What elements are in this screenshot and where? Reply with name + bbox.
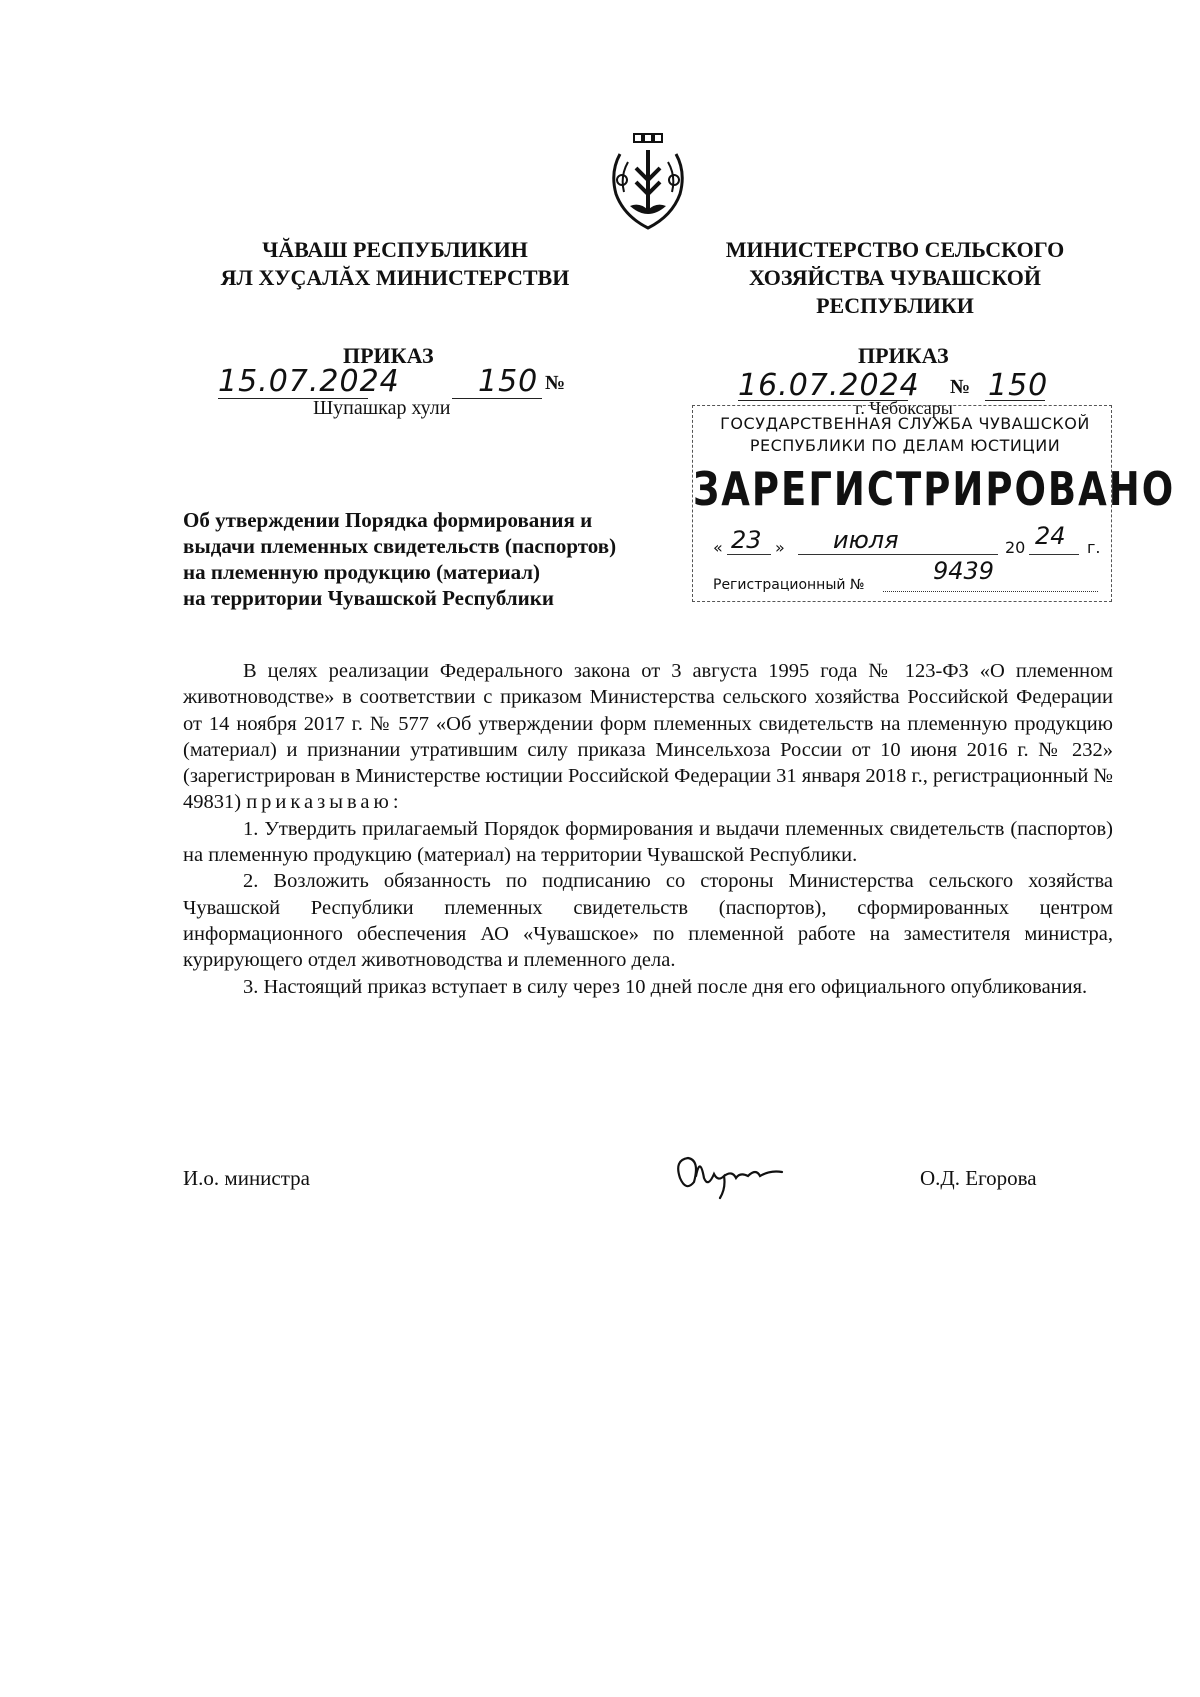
chuvash-emblem-icon [606,132,690,236]
signatory-role: И.о. министра [183,1166,310,1190]
body-item-1: 1. Утвердить прилагаемый Порядок формирования и выдачи племенных свидетельств (паспортов) на племенную продукцию (материал) на территории Чувашской Республики. [183,817,1113,867]
stamp-registration-line: Регистрационный № 9439 [713,571,1108,597]
stamp-year: 24 [1035,522,1066,550]
order-city-right: г. Чебоксары [855,398,953,418]
stamp-title: ЗАРЕГИСТРИРОВАНО [693,462,1176,517]
registration-stamp [692,405,1176,602]
document-title: Об утверждении Порядка формирования и выдачи племенных свидетельств (паспортов) на племенную продукцию (материал) на территории Чувашской Республики [183,508,617,610]
body-item-2: 2. Возложить обязанность по подписанию со стороны Министерства сельского хозяйства Чувашской Республики племенных свидетельств (паспортов), сформированных центром информационного обеспечения АО «Чувашское» по племенной работе на заместителя министра, курирующего отдел животноводства и племенного дела. [183,870,1113,972]
order-date-right: 16.07.2024 [738,368,920,403]
order-label-left: ПРИКАЗ [343,343,434,368]
handwritten-signature [670,1148,790,1208]
stamp-line2: РЕСПУБЛИКИ ПО ДЕЛАМ ЮСТИЦИИ [749,436,1061,455]
order-number-sign-right: № [950,376,971,398]
order-city-left: Шупашкар хули [313,397,451,419]
stamp-day: 23 [731,526,762,554]
stamp-reg-number: 9439 [933,557,995,585]
order-number-underline-left [452,398,542,399]
document-body [183,658,1113,1000]
org-name-chuvash: ЧĂВАШ РЕСПУБЛИКИН ЯЛ ХУÇАЛĂХ МИНИСТЕРСТВИ [220,237,570,290]
order-word: приказываю: [246,791,403,814]
stamp-month: июля [833,526,899,554]
stamp-line1: ГОСУДАРСТВЕННАЯ СЛУЖБА ЧУВАШСКОЙ [720,414,1090,433]
order-number-right: 150 [988,368,1049,403]
stamp-date-line: « 23 » июля 20 24 г. [713,522,1101,557]
order-number-underline-right [985,400,1045,401]
body-item-3: 3. Настоящий приказ вступает в силу через 10 дней после дня его официального опубликования. [243,975,1088,998]
signatory-name: О.Д. Егорова [920,1166,1037,1190]
body-intro: В целях реализации Федерального закона от 3 августа 1995 года № 123-ФЗ «О племенном животноводстве» в соответствии с приказом Министерства сельского хозяйства Российской Федерации от 14 ноября 2017 г. № 577 «Об утверждении форм племенных свидетельств на племенную продукцию (материал) и признании утратившим силу приказа Минсельхоза России от 10 июня 2016 г. № 232» (зарегистрирован в Министерстве юстиции Российской Федерации 31 января 2018 г., регистрационный № 49831) приказываю: [183,660,1113,814]
order-number-left: 150 [478,364,539,399]
order-date-left: 15.07.2024 [218,364,400,399]
order-number-sign-left: № [545,372,566,394]
org-name-russian: МИНИСТЕРСТВО СЕЛЬСКОГО ХОЗЯЙСТВА ЧУВАШСКОЙ РЕСПУБЛИКИ [725,237,1065,318]
order-label-right: ПРИКАЗ [858,343,949,368]
